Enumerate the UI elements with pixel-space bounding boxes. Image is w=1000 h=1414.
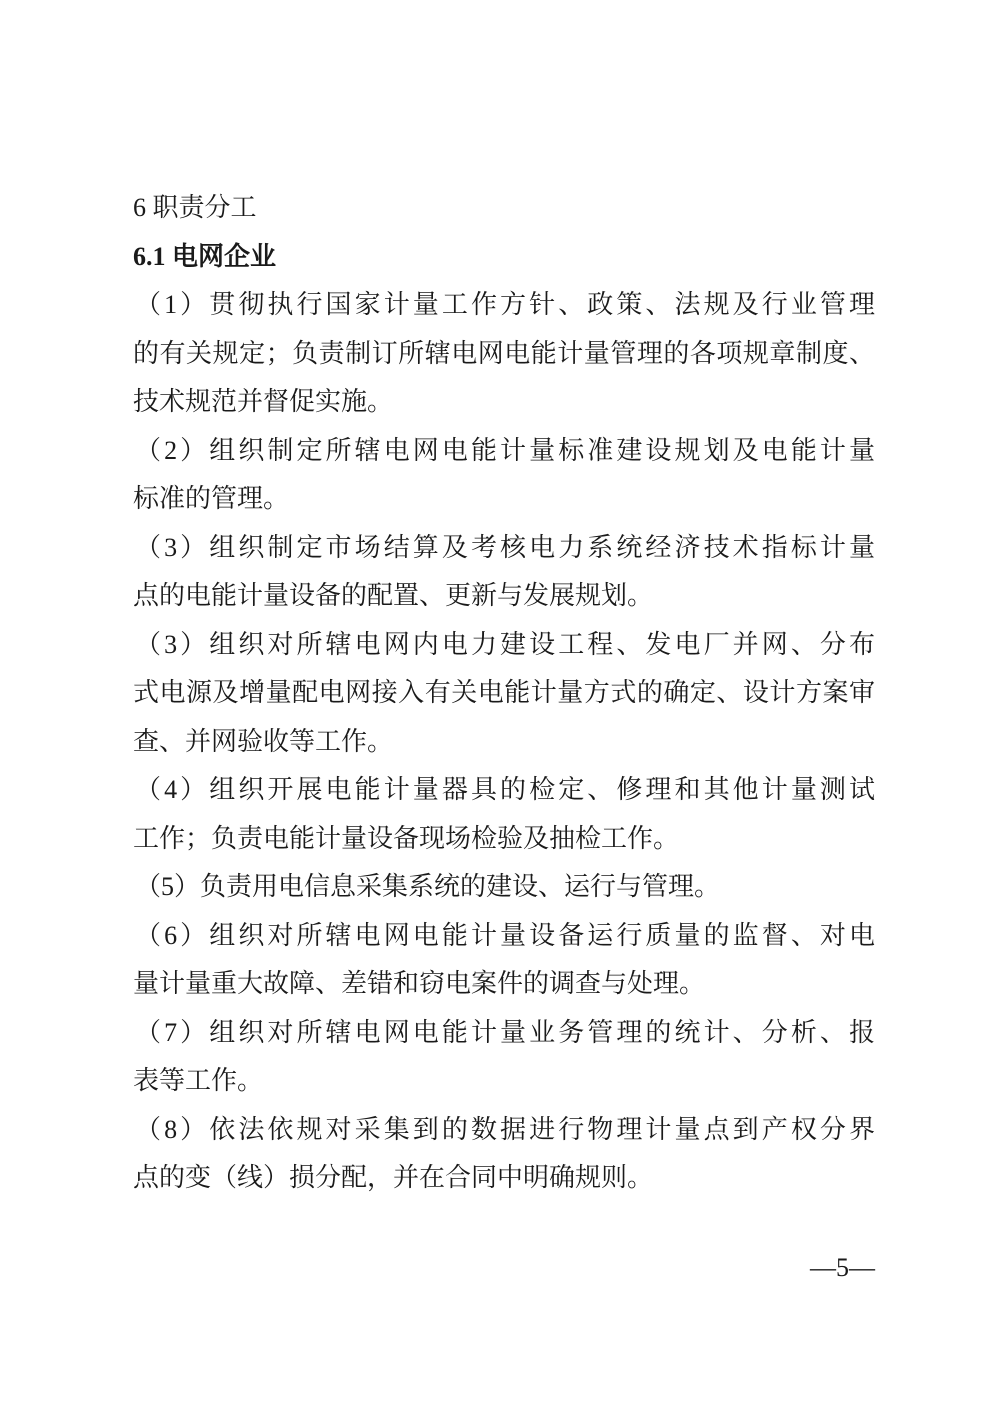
paragraph xyxy=(133,621,875,767)
document-body xyxy=(133,184,875,1203)
paragraph-line: （7）组织对所辖电网电能计量业务管理的统计、分析、报 xyxy=(135,1017,875,1047)
paragraph xyxy=(133,524,875,621)
paragraph-line: 技术规范并督促实施。 xyxy=(133,387,394,416)
page-number: —5— xyxy=(810,1253,875,1282)
paragraph xyxy=(133,281,875,427)
paragraph-line: 的有关规定；负责制订所辖电网电能计量管理的各项规章制度、 xyxy=(133,338,875,368)
paragraph xyxy=(133,1009,875,1106)
paragraph xyxy=(133,912,875,1009)
paragraph-line: （2）组织制定所辖电网电能计量标准建设规划及电能计量 xyxy=(135,435,875,465)
paragraph-line: （3）组织对所辖电网内电力建设工程、发电厂并网、分布 xyxy=(135,629,875,659)
paragraph-line: 点的电能计量设备的配置、更新与发展规划。 xyxy=(133,581,654,610)
section-heading: 6 职责分工 xyxy=(133,193,257,222)
paragraph-list xyxy=(133,281,875,1203)
paragraph-line: 点的变（线）损分配，并在合同中明确规则。 xyxy=(133,1163,654,1192)
subsection-heading: 6.1 电网企业 xyxy=(133,241,277,271)
paragraph xyxy=(133,863,875,912)
paragraph-line: 表等工作。 xyxy=(133,1066,264,1095)
paragraph-line: （5）负责用电信息采集系统的建设、运行与管理。 xyxy=(135,872,721,901)
paragraph-line: 标准的管理。 xyxy=(133,484,290,513)
paragraph-line: 工作；负责电能计量设备现场检验及抽检工作。 xyxy=(133,823,680,853)
paragraph-line: （3）组织制定市场结算及考核电力系统经济技术指标计量 xyxy=(135,532,875,562)
paragraph xyxy=(133,427,875,524)
paragraph xyxy=(133,1106,875,1203)
paragraph-line: （6）组织对所辖电网电能计量设备运行质量的监督、对电 xyxy=(135,920,875,950)
paragraph-line: 查、并网验收等工作。 xyxy=(133,726,394,756)
paragraph-line: （1）贯彻执行国家计量工作方针、政策、法规及行业管理 xyxy=(135,290,875,319)
paragraph-line: （8）依法依规对采集到的数据进行物理计量点到产权分界 xyxy=(135,1114,875,1144)
paragraph-line: 量计量重大故障、差错和窃电案件的调查与处理。 xyxy=(133,969,706,998)
paragraph xyxy=(133,766,875,863)
paragraph-line: （4）组织开展电能计量器具的检定、修理和其他计量测试 xyxy=(135,775,875,804)
paragraph-line: 式电源及增量配电网接入有关电能计量方式的确定、设计方案审 xyxy=(133,678,875,707)
